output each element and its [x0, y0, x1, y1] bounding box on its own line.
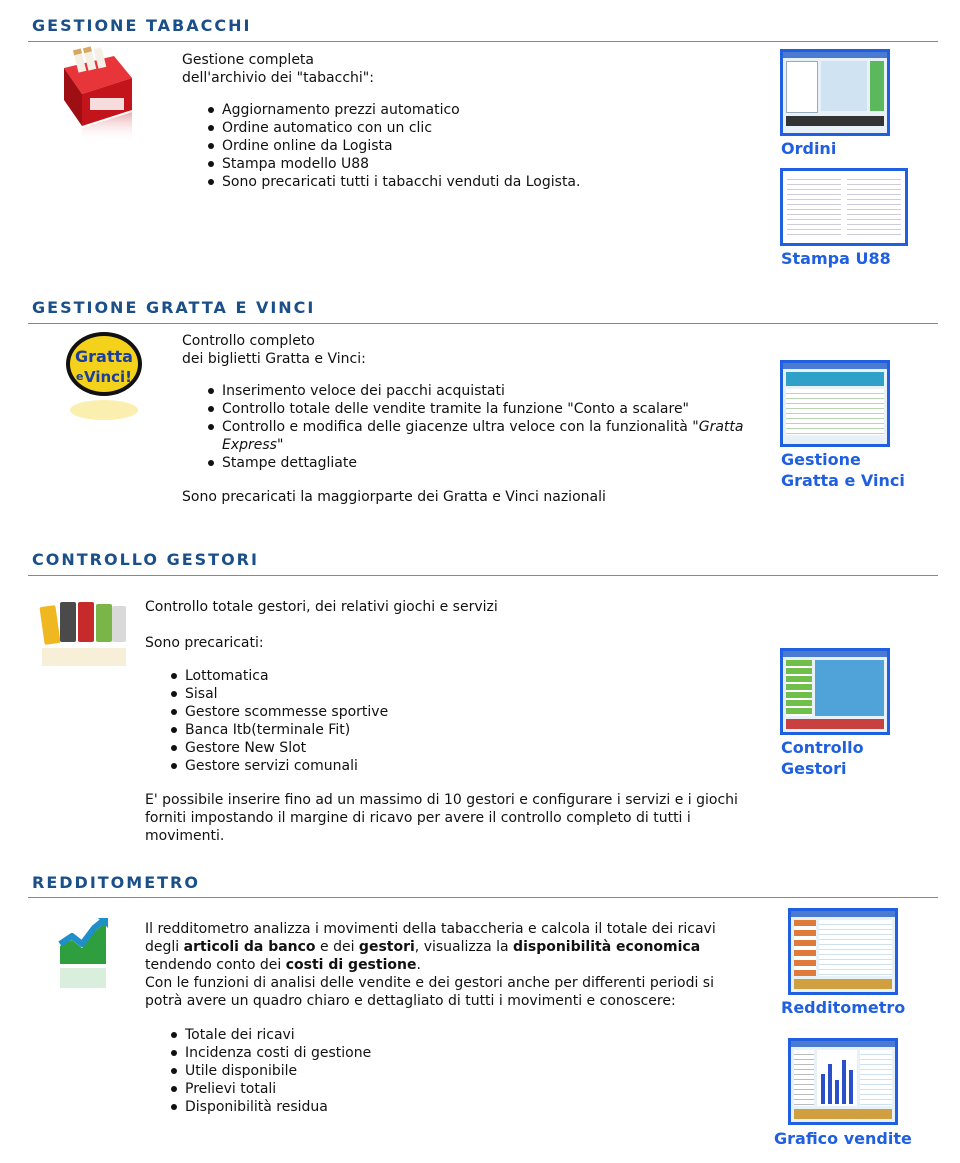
intro-text: Controllo totale gestori, dei relativi giochi e servizi — [145, 599, 498, 615]
growth-chart-icon — [58, 918, 110, 990]
list-item: Controllo totale delle vendite tramite la funzione "Conto a scalare" — [222, 400, 782, 418]
controllo-gestori-link[interactable] — [781, 737, 864, 779]
text-run: , visualizza la — [414, 939, 514, 955]
caption-line: Gestori — [781, 759, 847, 778]
list-item: Aggiornamento prezzi automatico — [222, 101, 580, 119]
intro-line: Gestione completa — [182, 52, 314, 68]
list-item: Gestore servizi comunali — [185, 757, 388, 775]
list-item: Sono precaricati tutti i tabacchi venduti da Logista. — [222, 174, 581, 190]
list-item: Sisal — [185, 685, 388, 703]
feature-list-gestori — [145, 667, 388, 775]
logo-text: e — [76, 370, 84, 383]
list-item: Gestore New Slot — [185, 739, 388, 757]
cards-icon — [38, 598, 130, 670]
intro-text — [182, 332, 366, 368]
intro-line: dell'archivio dei "tabacchi": — [182, 70, 374, 86]
text-bold: articoli da banco — [183, 939, 316, 955]
screenshot-thumb-redditometro[interactable] — [788, 908, 898, 995]
list-item: Prelievi totali — [185, 1080, 371, 1098]
caption-line: Controllo — [781, 738, 864, 757]
feature-list-redditometro — [145, 1026, 371, 1116]
text-bold: gestori — [358, 939, 415, 955]
list-item: Gestore scommesse sportive — [185, 704, 389, 720]
gratta-e-vinci-logo-icon — [64, 330, 146, 422]
section-divider — [28, 323, 938, 324]
intro-line: dei biglietti Gratta e Vinci: — [182, 351, 366, 367]
outro-text — [145, 791, 755, 845]
text-run: . — [416, 957, 421, 973]
description-line: potrà avere un quadro chiaro e dettagliato di tutti i movimenti e conoscere: — [145, 993, 676, 1009]
screenshot-thumb-gestori[interactable] — [780, 648, 890, 735]
section-title-tabacchi: GESTIONE TABACCHI — [32, 16, 252, 35]
grafico-vendite-link[interactable]: Grafico vendite — [774, 1129, 912, 1148]
feature-list-gratta — [182, 382, 782, 472]
screenshot-thumb-stampa-u88[interactable] — [780, 168, 908, 246]
ordini-link[interactable]: Ordini — [781, 139, 837, 158]
list-item: Lottomatica — [185, 667, 388, 685]
stampa-u88-link[interactable]: Stampa U88 — [781, 249, 891, 268]
caption-line: Gestione — [781, 450, 861, 469]
section-divider — [28, 897, 938, 898]
outro-line: E' possibile inserire fino ad un massimo di 10 gestori e configurare i servizi e i giochi — [145, 792, 738, 808]
description-line: Con le funzioni di analisi delle vendite e dei gestori anche per differenti periodi si — [145, 975, 714, 991]
description-line — [145, 956, 765, 974]
list-item: Incidenza costi di gestione — [185, 1045, 372, 1061]
section-divider — [28, 575, 938, 576]
outro-line: forniti impostando il margine di ricavo per avere il controllo completo di tutti i — [145, 810, 691, 826]
text-run: e dei — [315, 939, 359, 955]
outro-text: Sono precaricati la maggiorparte dei Gratta e Vinci nazionali — [182, 489, 606, 505]
logo-text: Vinci! — [83, 368, 133, 386]
text-bold: disponibilità economica — [513, 939, 701, 955]
list-item: Controllo e modifica delle giacenze ultra veloce con la funzionalità "Gratta Express" — [222, 418, 782, 454]
description-line — [145, 938, 765, 956]
description-line: Il redditometro analizza i movimenti della tabaccheria e calcola il totale dei ricavi — [145, 921, 716, 937]
section-title-gestori: CONTROLLO GESTORI — [32, 550, 259, 569]
cigarette-pack-icon — [56, 48, 142, 142]
list-item-italic: Gratta Express — [222, 419, 744, 453]
list-item: Totale dei ricavi — [185, 1026, 371, 1044]
outro-line: movimenti. — [145, 828, 225, 844]
list-item: Utile disponibile — [185, 1062, 371, 1080]
text-run: tendendo conto dei — [145, 957, 286, 973]
list-item: Ordine online da Logista — [222, 137, 580, 155]
screenshot-thumb-grafico-vendite[interactable] — [788, 1038, 898, 1125]
logo-text: Gratta — [75, 347, 133, 366]
section-title-redditometro: REDDITOMETRO — [32, 873, 200, 892]
list-item: Banca Itb(terminale Fit) — [185, 721, 388, 739]
screenshot-thumb-ordini[interactable] — [780, 49, 890, 136]
list-item-text: Controllo e modifica delle giacenze ultra veloce con la funzionalità " — [222, 419, 699, 435]
intro-text — [182, 51, 374, 87]
text-bold: costi di gestione — [285, 957, 417, 973]
list-item: Stampe dettagliate — [222, 454, 782, 472]
list-item: Ordine automatico con un clic — [222, 119, 580, 137]
section-title-gratta: GESTIONE GRATTA E VINCI — [32, 298, 316, 317]
sub-text: Sono precaricati: — [145, 635, 264, 651]
list-item: Stampa modello U88 — [222, 155, 580, 173]
text-run: degli — [145, 939, 184, 955]
list-item: Disponibilità residua — [185, 1098, 371, 1116]
gestione-gratta-link[interactable] — [781, 449, 905, 491]
caption-line: Gratta e Vinci — [781, 471, 905, 490]
section-divider — [28, 41, 938, 42]
description-text — [145, 920, 765, 1010]
intro-line: Controllo completo — [182, 333, 315, 349]
list-item: Inserimento veloce dei pacchi acquistati — [222, 382, 782, 400]
feature-list-tabacchi — [182, 101, 580, 191]
redditometro-link[interactable]: Redditometro — [781, 998, 906, 1017]
screenshot-thumb-gratta[interactable] — [780, 360, 890, 447]
